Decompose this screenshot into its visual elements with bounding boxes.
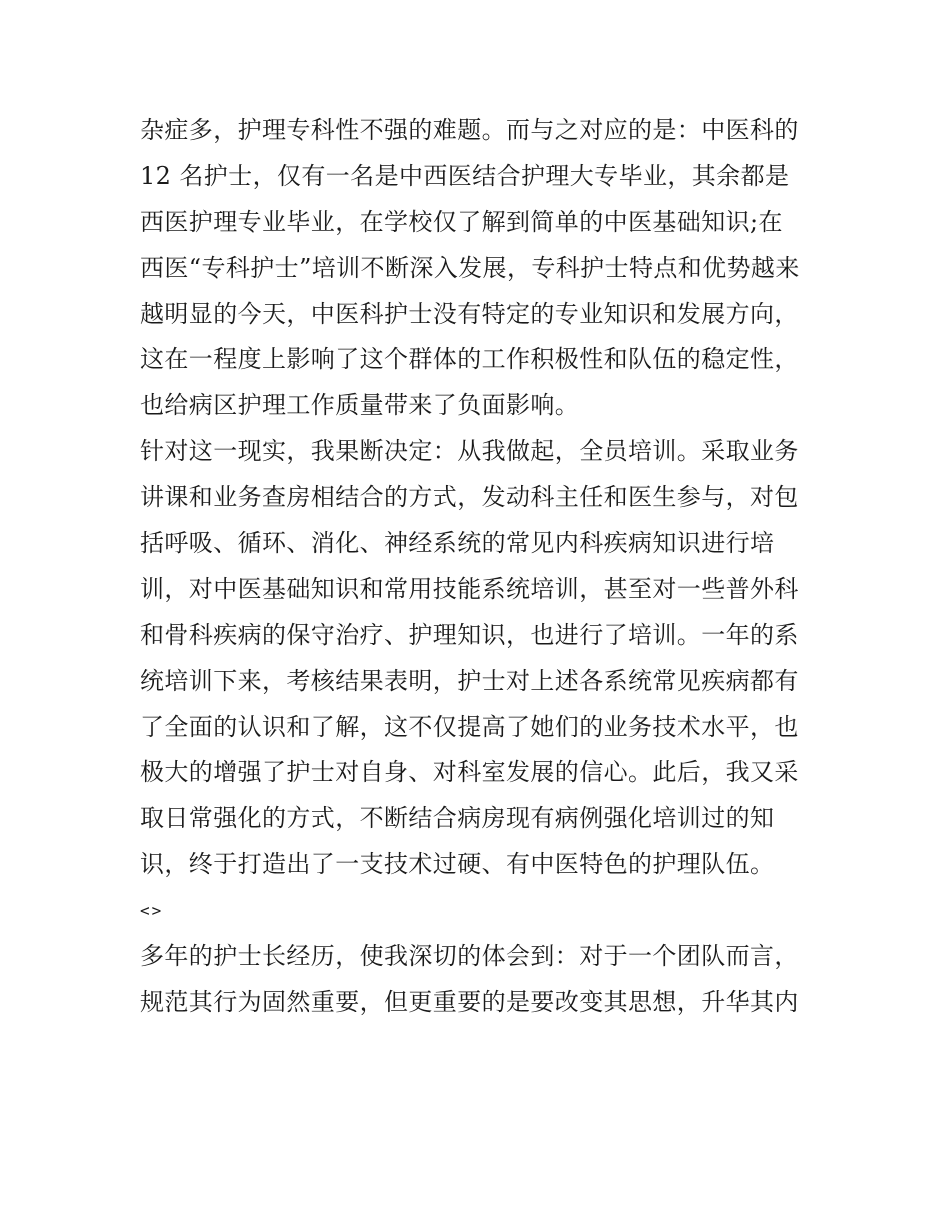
text-line: 越明显的今天，中医科护士没有特定的专业知识和发展方向，	[140, 299, 799, 328]
text-line: 识，终于打造出了一支技术过硬、有中医特色的护理队伍。	[140, 850, 775, 879]
text-line: 了全面的认识和了解，这不仅提高了她们的业务技术水平，也	[140, 712, 799, 741]
text-line: 针对这一现实，我果断决定：从我做起，全员培训。采取业务	[140, 437, 799, 466]
text-line: 讲课和业务查房相结合的方式，发动科主任和医生参与，对包	[140, 483, 799, 512]
text-line: 杂症多，护理专科性不强的难题。而与之对应的是：中医科的	[140, 116, 799, 144]
text-line: 西医护理专业毕业，在学校仅了解到简单的中医基础知识;在	[140, 207, 783, 236]
text-line: 多年的护士长经历，使我深切的体会到：对于一个团队而言，	[140, 942, 799, 971]
text-line: 也给病区护理工作质量带来了负面影响。	[140, 391, 580, 420]
text-line: 极大的增强了护士对自身、对科室发展的信心。此后，我又采	[140, 758, 799, 787]
text-line: 统培训下来，考核结果表明，护士对上述各系统常见疾病都有	[140, 666, 799, 695]
text-line: 括呼吸、循环、消化、神经系统的常见内科疾病知识进行培	[140, 529, 775, 558]
text-line: 西医“专科护士”培训不断深入发展，专科护士特点和优势越来	[140, 253, 800, 282]
text-line: 规范其行为固然重要，但更重要的是要改变其思想，升华其内	[140, 987, 799, 1016]
text-line: 这在一程度上影响了这个群体的工作积极性和队伍的稳定性，	[140, 345, 799, 374]
text-line: 训，对中医基础知识和常用技能系统培训，甚至对一些普外科	[140, 574, 799, 603]
text-line: 12 名护士，仅有一名是中西医结合护理大专毕业，其余都是	[140, 161, 790, 190]
text-line: 取日常强化的方式，不断结合病房现有病例强化培训过的知	[140, 804, 775, 833]
text-line: 和骨科疾病的保守治疗、护理知识，也进行了培训。一年的系	[140, 620, 799, 649]
section-marker: <>	[140, 901, 164, 921]
document-body	[140, 108, 820, 1026]
